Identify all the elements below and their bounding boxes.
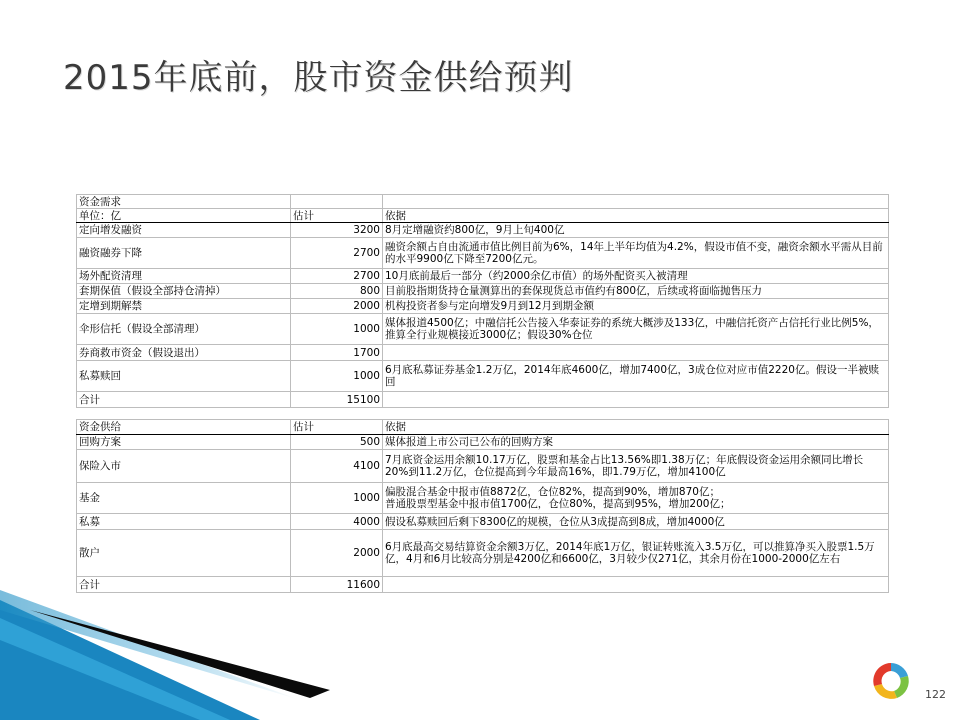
supply-total-row: 合计 11600 <box>77 577 889 593</box>
supply-header-row: 资金供给 估计 依据 <box>77 420 889 435</box>
table-row: 基金 1000 偏股混合基金中报市值8872亿，仓位82%，提高到90%，增加870亿； 普通股票型基金中报市值1700亿，仓位80%，提高到95%，增加200亿； <box>77 483 889 514</box>
table-row: 私募赎回 1000 6月底私募证券基金1.2万亿，2014年底4600亿，增加7400亿，3成仓位对应市值2220亿。假设一半被赎回 <box>77 361 889 392</box>
header-basis: 依据 <box>383 209 889 223</box>
demand-header-row <box>77 209 889 223</box>
header-estimate: 估计 <box>291 209 383 223</box>
table-row: 券商救市资金（假设退出） 1700 <box>77 345 889 361</box>
table-row: 定向增发融资 3200 8月定增融资约800亿，9月上旬400亿 <box>77 223 889 238</box>
table-row: 回购方案 500 媒体报道上市公司已公布的回购方案 <box>77 435 889 450</box>
company-logo-icon <box>870 660 912 702</box>
table-row: 私募 4000 假设私募赎回后剩下8300亿的规模，仓位从3成提高到8成，增加4000亿 <box>77 514 889 530</box>
demand-total-row: 合计 15100 <box>77 392 889 408</box>
page-number: 122 <box>925 688 946 701</box>
table-row: 保险入市 4100 7月底资金运用余额10.17万亿，股票和基金占比13.56%即1.38万亿；年底假设资金运用余额同比增长20%到11.2万亿，仓位提高到今年最高16%，即1.79万亿，增加4100亿 <box>77 450 889 483</box>
table-row: 伞形信托（假设全部清理） 1000 媒体报道4500亿；中融信托公告接入华泰证券的系统大概涉及133亿，中融信托资产占信托行业比例5%，推算全行业规模接近3000亿；假设30%仓位 <box>77 314 889 345</box>
table-row: 散户 2000 6月底最高交易结算资金余额3万亿，2014年底1万亿，银证转账流入3.5万亿，可以推算净买入股票1.5万亿，4月和6月比较高分别是4200亿和6600亿，3月较少仅271亿，其余月份在1000-2000亿左右 <box>77 530 889 577</box>
supply-section-label: 资金供给 <box>77 420 291 435</box>
table-row: 套期保值（假设全部持仓清掉） 800 目前股指期货持仓量测算出的套保现货总市值约有800亿，后续或将面临抛售压力 <box>77 284 889 299</box>
spreadsheet-table <box>76 194 888 600</box>
demand-section-row <box>77 195 889 209</box>
decorative-swoosh <box>0 590 960 720</box>
table-row: 场外配资清理 2700 10月底前最后一部分（约2000余亿市值）的场外配资买入被清理 <box>77 269 889 284</box>
demand-section-label: 资金需求 <box>77 195 291 209</box>
slide-title: 2015年底前，股市资金供给预判 <box>63 58 574 98</box>
table-row: 定增到期解禁 2000 机构投资者参与定向增发9月到12月到期金额 <box>77 299 889 314</box>
header-unit: 单位：亿 <box>77 209 291 223</box>
table-row: 融资融券下降 2700 融资余额占自由流通市值比例目前为6%，14年上半年均值为4.2%，假设市值不变，融资余额水平需从目前的水平9900亿下降至7200亿元。 <box>77 238 889 269</box>
